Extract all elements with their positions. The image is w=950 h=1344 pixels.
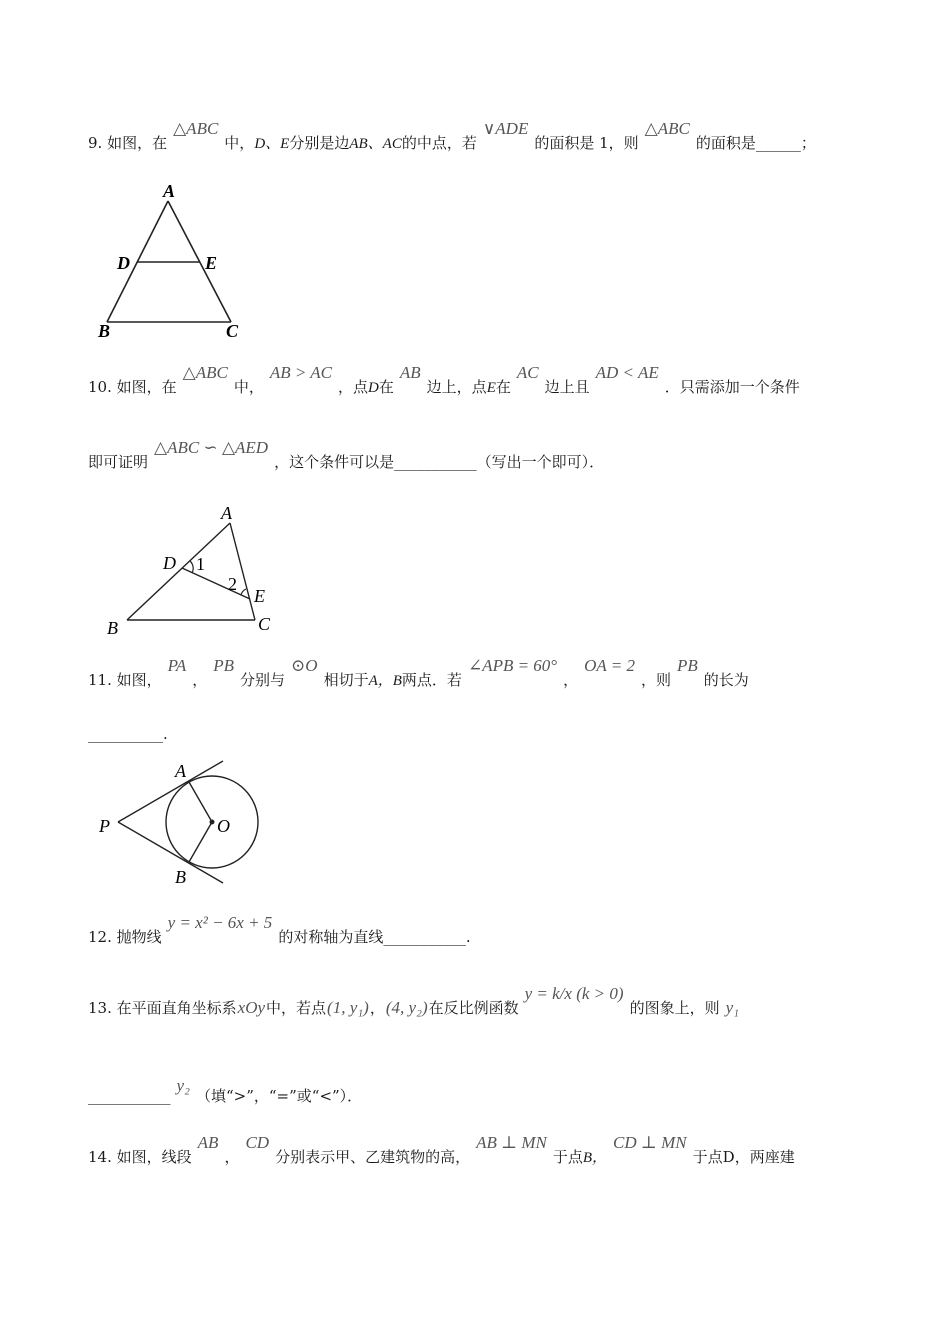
q10-math-3: AB [399,363,421,382]
q11-label-a: A [175,761,186,781]
q10-line2-b: ，这个条件可以是___________（写出一个即可）． [274,453,605,471]
q9-text [88,119,816,154]
q10-label-e: E [254,586,265,606]
q11-label-o: O [217,816,230,836]
q9-text-7: 的面积是 1，则 [534,134,639,152]
q10-math-6: △ABC ∽ △AED [154,438,269,457]
q10-label-b: B [107,618,118,638]
q14-number: 14. [88,1148,112,1166]
q11-text-1: 如图， [116,671,162,689]
q13-math-1: xOy [237,998,266,1017]
q10-side-ab [127,523,230,620]
q11-text-4: 相切于 [323,671,369,689]
q11-text-7: ， [563,671,579,689]
q10-math-2: AB > AC [269,363,333,382]
q11-text-line2 [88,724,168,744]
q11-math-6: PB [676,656,698,675]
q9-label-d: D [117,253,130,273]
q13-text-line1 [88,984,745,1018]
q14-text-3: 分别表示甲、乙建筑物的高， [275,1148,471,1166]
q13-text-1: 在平面直角坐标系 [116,999,237,1017]
q13-text-5: 的图象上，则 [629,999,720,1017]
q10-label-a: A [221,503,232,523]
q13-math-4: y = k/x (k > 0) [524,984,624,1003]
q10-text-5: 在 [378,378,394,396]
q11-number: 11. [88,671,112,689]
q14-math-2: CD [245,1133,270,1152]
q10-line2-a: 即可证明 [88,453,149,471]
q13-math-3: (4, y₂) [385,998,428,1017]
q10-label-angle-2: 2 [228,574,237,594]
q10-number: 10. [88,378,112,396]
q14-text-5: B， [582,1150,608,1166]
q10-figure [100,498,285,643]
q9-math-3: △ABC [644,119,690,138]
q11-math-3: ⊙O [291,656,318,675]
q11-answer-blank: __________. [88,725,168,743]
q13-line2-b: （填“>”，“=”或“<”）． [195,1087,363,1105]
q11-radius-ob [189,822,212,862]
q11-text-8: ，则 [640,671,671,689]
q13-text-line2 [88,1076,363,1106]
q10-math-1: △ABC [182,363,228,382]
q9-text-2: 中， [224,134,255,152]
q9-label-b: B [98,321,111,341]
q11-text-5: A，B [368,673,402,689]
q12-math-1: y = x² − 6x + 5 [167,913,273,932]
q14-text-2: ， [224,1148,240,1166]
q9-text-6: 的中点，若 [401,134,477,152]
q14-text-4: 于点 [552,1148,583,1166]
q9-label-c: C [226,321,239,341]
q10-text-7: E [486,380,496,396]
q13-number: 13. [88,999,112,1017]
q12-text-2: 的对称轴为直线___________. [278,928,471,946]
q13-math-6: y₂ [176,1076,190,1095]
q10-text-8: 在 [495,378,511,396]
q9-math-1: △ABC [173,119,219,138]
q12-text [88,913,471,947]
q13-text-3: ， [369,999,385,1017]
q10-text-9: 边上且 [544,378,590,396]
q13-math-5: y₁ [725,998,740,1017]
q11-text-6: 两点．若 [401,671,462,689]
q10-math-4: AC [516,363,539,382]
q14-math-4: CD ⊥ MN [613,1133,687,1152]
q10-text-3: ，点 [338,378,369,396]
q9-figure [95,180,255,345]
q14-text-6: 于点 [692,1148,723,1166]
q10-text-2: 中， [233,378,264,396]
q10-side-ac [230,523,255,620]
q11-math-5: OA = 2 [584,656,635,675]
q11-text-2: ， [192,671,208,689]
q9-text-4: 分别是边 [289,134,350,152]
q10-label-d: D [163,553,176,573]
q12-text-1: 抛物线 [116,928,162,946]
q11-label-p: P [99,816,110,836]
q11-text-3: 分别与 [240,671,286,689]
q9-number: 9. [88,134,103,152]
q10-text-line2 [88,438,605,472]
q11-text-9: 的长为 [703,671,749,689]
q12-number: 12. [88,928,112,946]
q13-text-4: 在反比例函数 [428,999,519,1017]
q11-math-1: PA [167,656,187,675]
q10-text-4: D [368,380,379,396]
q10-label-angle-1: 1 [196,554,205,574]
q9-text-3: D、E [254,136,290,152]
q10-text-6: 边上，点 [426,378,487,396]
q10-math-5: AD < AE [595,363,659,382]
q10-text-line1 [88,363,800,398]
q11-math-2: PB [213,656,235,675]
q10-label-c: C [258,614,271,634]
q11-label-b: B [175,867,186,887]
q14-text-1: 如图，线段 [116,1148,192,1166]
q11-math-4: ∠APB = 60° [467,656,558,675]
q9-label-a: A [163,181,176,201]
q13-text-2: 中，若点 [266,999,327,1017]
q11-text-line1 [88,656,749,691]
q9-text-8: 的面积是______； [695,134,816,152]
q9-math-2: ∨ADE [482,119,529,138]
q13-math-2: (1, y₁) [327,998,369,1017]
q14-math-3: AB ⊥ MN [476,1133,547,1152]
q9-label-e: E [205,253,218,273]
q11-figure [95,755,275,890]
q14-text [88,1133,795,1168]
q14-text-7: D，两座建 [722,1148,795,1166]
q9-text-5: AB、AC [349,136,402,152]
q10-angle-arc-2 [241,589,246,595]
q9-text-1: 如图，在 [107,134,168,152]
q11-radius-oa [189,782,212,822]
q10-text-10: ．只需添加一个条件 [664,378,800,396]
q13-answer-blank: ___________ [88,1087,171,1105]
q14-math-1: AB [197,1133,219,1152]
q10-text-1: 如图，在 [116,378,177,396]
q11-center-dot [210,820,215,825]
